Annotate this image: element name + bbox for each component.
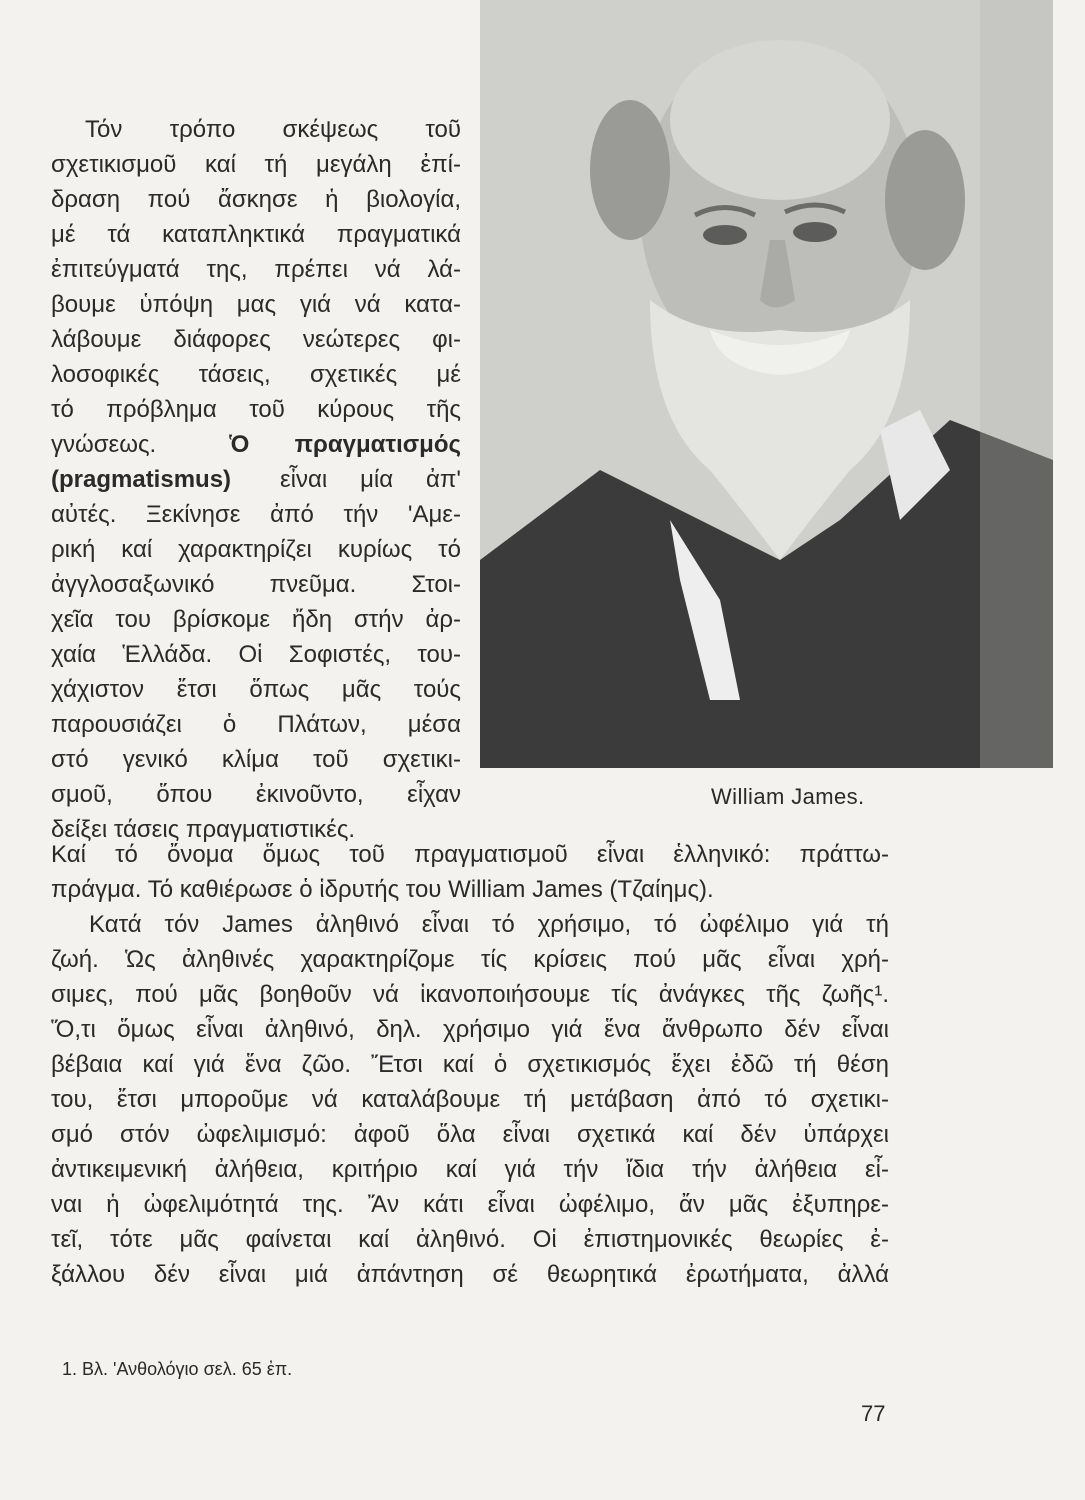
portrait-image [480,0,1053,768]
text-line: ἀντικειμενική ἀλήθεια, κριτήριο καί γιά τήν ἴδια τήν ἀλήθεια εἶ- [51,1156,889,1183]
column-text [51,112,461,847]
text-line: μέ τά καταπληκτικά πραγματικά [51,221,461,248]
photo-caption: William James. [711,784,865,809]
text-line: τεῖ, τότε μᾶς φαίνεται καί ἀληθινό. Οἱ ἐπιστημονικές θεωρίες ἐ- [51,1226,889,1253]
text-line: ναι ἡ ὠφελιμότητά της. Ἄν κάτι εἶναι ὠφέλιμο, ἄν μᾶς ἐξυπηρε- [51,1191,889,1218]
text-line: δραση πού ἄσκησε ἡ βιολογία, [51,186,461,213]
text-line: σιμες, πού μᾶς βοηθοῦν νά ἱκανοποιήσουμε τίς ἀνάγκες τῆς ζωῆς¹. [51,981,889,1008]
text-line [51,427,461,462]
text-line: Ὅ,τι ὅμως εἶναι ἀληθινό, δηλ. χρήσιμο γιά ἕνα ἄνθρωπο δέν εἶναι [51,1016,889,1043]
text-line: χάχιστον ἔτσι ὅπως μᾶς τούς [51,676,461,703]
text-line: παρουσιάζει ὁ Πλάτων, μέσα [51,711,461,738]
text-line: Τόν τρόπο σκέψεως τοῦ [85,116,461,143]
bold-term: Ὁ πραγματισμός [229,431,462,458]
text-line: ρική καί χαρακτηρίζει κυρίως τό [51,536,461,563]
text-line: βουμε ὑπόψη μας γιά νά κατα- [51,291,461,318]
footnote: 1. Βλ. 'Ανθολόγιο σελ. 65 ἐπ. [62,1359,293,1379]
text-line: σχετικισμοῦ καί τή μεγάλη ἐπί- [51,151,461,178]
text-fragment: γνώσεως. [51,431,157,458]
body-text [51,837,889,1292]
text-line: πράγμα. Τό καθιέρωσε ὁ ἱδρυτής του William James (Τζαίημς). [51,876,714,903]
text-line: σμό στόν ὠφελιμισμό: ἀφοῦ ὅλα εἶναι σχετικά καί δέν ὑπάρχει [51,1121,889,1148]
text-line: σμοῦ, ὅπου ἐκινοῦντο, εἶχαν [51,781,461,808]
text-line: δείξει τάσεις πραγματιστικές. [51,816,356,843]
text-line: ξάλλου δέν εἶναι μιά ἀπάντηση σέ θεωρητικά ἐρωτήματα, ἀλλά [51,1261,889,1288]
text-line: στό γενικό κλίμα τοῦ σχετικι- [51,746,461,773]
text-line: του, ἔτσι μποροῦμε νά καταλάβουμε τή μετάβαση ἀπό τό σχετικι- [51,1086,889,1113]
page-number: 77 [861,1401,886,1426]
portrait-photo [480,0,1053,768]
text-line: Κατά τόν James ἀληθινό εἶναι τό χρήσιμο, τό ὠφέλιμο γιά τή [89,911,889,938]
text-line: ζωή. Ὡς ἀληθινές χαρακτηρίζομε τίς κρίσεις πού μᾶς εἶναι χρή- [51,946,889,973]
text-line: χαία Ἑλλάδα. Οἱ Σοφιστές, του- [51,641,461,668]
text-line: Καί τό ὄνομα ὅμως τοῦ πραγματισμοῦ εἶναι ἑλληνικό: πράττω- [51,841,889,868]
text-line [51,462,461,497]
text-line: λάβουμε διάφορες νεώτερες φι- [51,326,461,353]
text-line: ἐπιτεύγματά της, πρέπει νά λά- [51,256,461,283]
text-line: αὐτές. Ξεκίνησε ἀπό τήν 'Αμε- [51,501,461,528]
text-line: ἀγγλοσαξωνικό πνεῦμα. Στοι- [51,571,461,598]
text-line: χεῖα του βρίσκομε ἤδη στήν ἀρ- [51,606,461,633]
text-line: τό πρόβλημα τοῦ κύρους τῆς [51,396,461,423]
text-line: λοσοφικές τάσεις, σχετικές μέ [51,361,461,388]
text-fragment: εἶναι μία ἀπ' [279,466,461,493]
text-line: βέβαια καί γιά ἕνα ζῶο. Ἔτσι καί ὁ σχετικισμός ἔχει ἐδῶ τή θέση [51,1051,889,1078]
bold-term: (pragmatismus) [51,466,232,493]
